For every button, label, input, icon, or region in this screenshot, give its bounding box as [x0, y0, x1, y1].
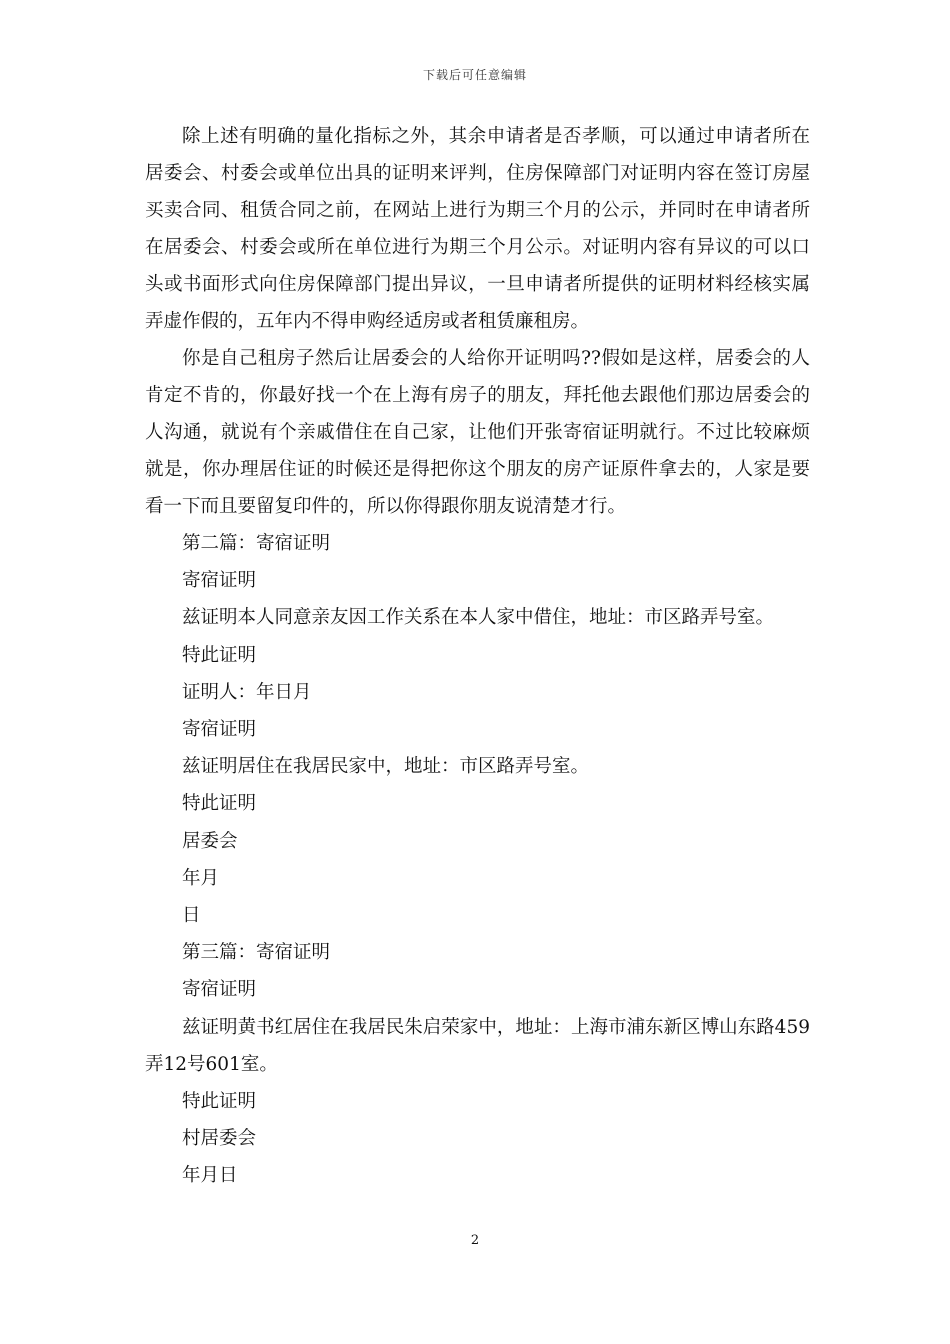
- text-line: 兹证明本人同意亲友因工作关系在本人家中借住，地址：市区路弄号室。: [182, 607, 775, 629]
- text-line: 居委会: [182, 830, 238, 852]
- section-heading: 第二篇：寄宿证明: [182, 533, 331, 554]
- text-line: 寄宿证明: [182, 719, 257, 741]
- text-line: 年月日: [182, 1165, 238, 1187]
- section-heading: 第三篇：寄宿证明: [182, 942, 331, 964]
- paragraph: 你是自己租房子然后让居委会的人给你开证明吗??假如是这样，居委会的人肯定不肯的，你最好找一个在上海有房子的朋友，拜托他去跟他们那边居委会的人沟通，就说有个亲戚借住在自己家，让他们开张寄宿证明就行。不过比较麻烦就是，你办理居住证的时候还是得把你这个朋友的房产证原件拿去的，人家是要看一下而且要留复印件的，所以你得跟你朋友说清楚才行。: [145, 348, 810, 517]
- text-line: 年月: [182, 867, 220, 889]
- text-line: 寄宿证明: [182, 979, 257, 1001]
- text-line: 特此证明: [182, 1090, 257, 1112]
- text-line: 寄宿证明: [182, 570, 257, 592]
- text-line: 村居委会: [182, 1127, 257, 1149]
- text-line: 特此证明: [182, 793, 257, 815]
- paragraph: 兹证明黄书红居住在我居民朱启荣家中，地址：上海市浦东新区博山东路459弄12号601室。: [145, 1016, 810, 1075]
- text-line: 兹证明居住在我居民家中，地址：市区路弄号室。: [182, 756, 590, 778]
- page-number: 2: [470, 1233, 480, 1248]
- text-line: 证明人：年日月: [182, 681, 312, 703]
- paragraph: 除上述有明确的量化指标之外，其余申请者是否孝顺，可以通过申请者所在居委会、村委会或单位出具的证明来评判，住房保障部门对证明内容在签订房屋买卖合同、租赁合同之前，在网站上进行为期三个月的公示，并同时在申请者所在居委会、村委会或所在单位进行为期三个月公示。对证明内容有异议的可以口头或书面形式向住房保障部门提出异议，一旦申请者所提供的证明材料经核实属弄虚作假的，五年内不得申购经适房或者租赁廉租房。: [145, 126, 810, 332]
- text-line: 特此证明: [182, 644, 257, 666]
- page-header: 下载后可任意编辑: [422, 68, 527, 82]
- text-line: 日: [182, 905, 201, 927]
- document-body: [145, 118, 810, 1194]
